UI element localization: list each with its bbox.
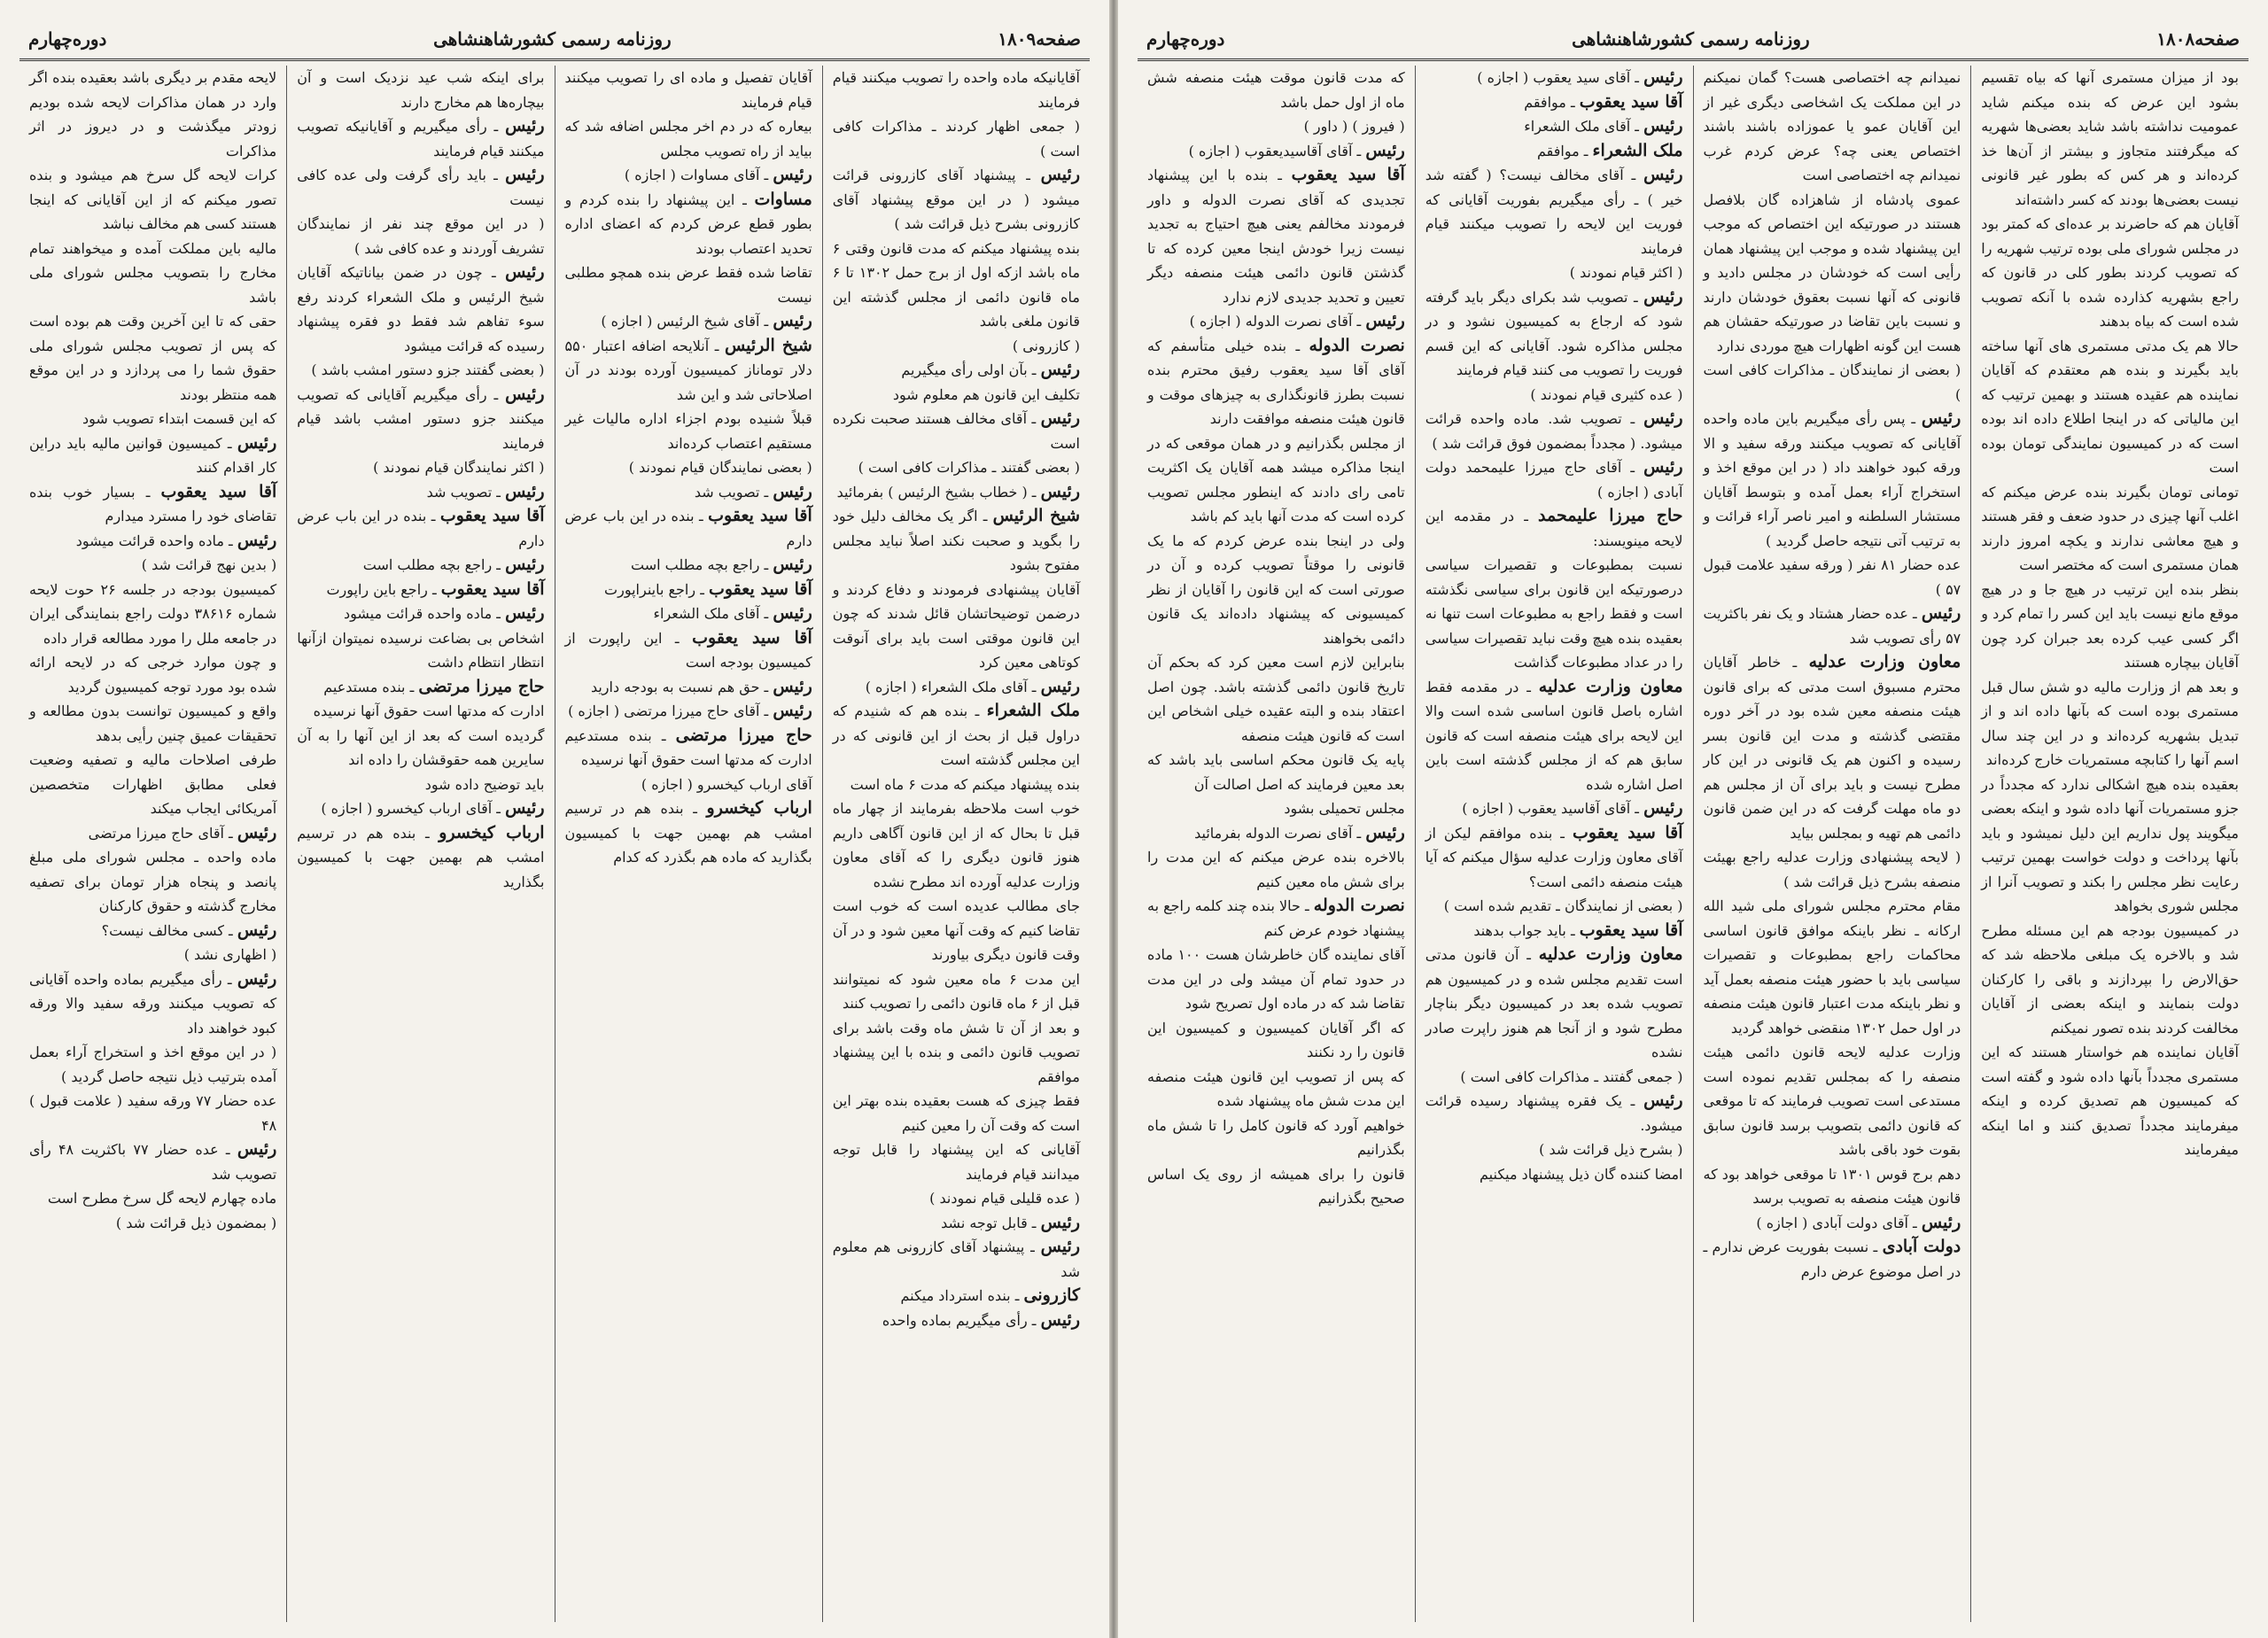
- speaker-name: رئیس: [1040, 481, 1080, 501]
- speaker-name: حاج میرزا مرتضی: [675, 725, 812, 745]
- speaker-name: شیخ الرئیس: [724, 335, 812, 355]
- paragraph: آقا سید یعقوب ـ بنده در این باب عرض دارم: [297, 506, 545, 549]
- speaker-name: رئیس: [1365, 311, 1405, 330]
- paragraph: ( بعضی از نمایندگان ـ مذاکرات کافی است ): [1703, 361, 1961, 403]
- page-header: [19, 19, 1090, 61]
- paragraph: رئیس ـ قابل توجه نشد: [941, 1212, 1080, 1232]
- paragraph: حاج میرزا مرتضی ـ بنده مستدعیم: [323, 676, 545, 696]
- paragraph: وزارت عدلیه لایحه قانون دائمی هیئت منصفه را که بمجلس تقدیم نموده است مستدعی است تصویب فرمایند که تا موقعی که قانون دائمی بتصویب برسد قانون سابق بقوت خود باقی باشد: [1703, 1044, 1961, 1158]
- paragraph: رئیس ـ کسی مخالف نیست؟: [101, 920, 277, 940]
- paragraph: عده حضار ۷۷ ورقه سفید ( علامت قبول ) ۴۸: [29, 1092, 277, 1134]
- paragraph: ملک الشعراء ـ بنده هم که شنیدم که دراول قبل از بحث از این قانونی که در این مجلس گذشته است: [832, 701, 1081, 768]
- paragraph: آقایان تفصیل و ماده ای را تصویب میکنند قیام فرمایند: [564, 69, 812, 111]
- paragraph: ( بدین نهج قرائت شد ): [141, 556, 277, 573]
- paragraph: آقای ارباب کیخسرو ( اجازه ): [641, 775, 812, 793]
- speaker-name: آقا سید یعقوب: [1291, 165, 1405, 184]
- paragraph: رئیس ـ آقای مخالف نیست؟ ( گفته شد خیر ) ـ رأی میگیریم بفوریت آقایانی که فوریت این لایحه را تصویب میکنند قیام فرمایند: [1425, 165, 1683, 257]
- paragraph: ( در این موقع چند نفر از نمایندگان تشریف آوردند و عده کافی شد ): [297, 215, 545, 257]
- paragraph: رئیس ـ راجع بچه مطلب است: [362, 555, 545, 574]
- paragraph: رئیس ـ آقای ملک الشعراء: [1524, 116, 1683, 136]
- speaker-name: نصرت الدوله: [1313, 896, 1405, 915]
- paragraph: کازرونی ـ بنده استرداد میکنم: [900, 1285, 1080, 1305]
- paragraph: ( کازرونی ): [1012, 337, 1080, 354]
- speaker-name: رئیس: [1921, 603, 1961, 623]
- paragraph: آقایانی که این پیشنهاد را قابل توجه میدانند قیام فرمایند: [832, 1141, 1080, 1183]
- paragraph: و بعد از آن تا شش ماه وقت باشد برای تصویب قانون دائمی و بنده با این پیشنهاد موافقم: [832, 1019, 1080, 1085]
- paragraph: عده حضار ۸۱ نفر ( ورقه سفید علامت قبول ۵۷ ): [1703, 556, 1961, 598]
- speaker-name: مساوات: [754, 189, 812, 209]
- speaker-name: معاون وزارت عدلیه: [1808, 652, 1961, 672]
- paragraph: رئیس ـ آقای مخالف هستند صحبت نکرده است: [832, 408, 1080, 452]
- paragraph: مقام محترم مجلس شورای ملی شید الله ارکانه ـ نظر باینکه موافق قانون اساسی محاکمات راجع بمطبوعات و تقصیرات سیاسی باید با حضور هیئت منصفه بعمل آید و نظر باینکه مدت اعتبار قانون هیئت منصفه در اول حمل ۱۳۰۲ منقضی خواهد گردید: [1703, 897, 1961, 1036]
- paragraph: ( فیروز ) ( داور ): [1303, 118, 1405, 135]
- paragraph: آقا سید یعقوب ـ راجع باین راپورت: [326, 578, 545, 599]
- paragraph: رئیس ـ تصویب شد: [694, 481, 812, 501]
- paragraph: رئیس ـ رأی میگیریم آقایانی که تصویب میکنند جزو دستور امشب باشد قیام فرمایند: [297, 384, 545, 452]
- paragraph: قانون را برای همیشه از روی یک اساس صحیح بگذرانیم: [1147, 1165, 1405, 1207]
- speaker-name: حاج میرزا علیمحمد: [1538, 506, 1683, 525]
- paragraph: ( بمضمون ذیل قرائت شد ): [115, 1214, 277, 1231]
- column-2: [555, 66, 822, 1622]
- paragraph: تقاضا شده فقط عرض بنده همچو مطلبی نیست: [564, 264, 812, 306]
- paragraph: خواهیم آورد که قانون کامل را تا شش ماه بگذرانیم: [1147, 1116, 1405, 1158]
- paragraph: رئیس ـ رأی میگیریم و آقایانیکه تصویب میکنند قیام فرمایند: [297, 116, 545, 159]
- speaker-name: آقا سید یعقوب: [1572, 822, 1683, 842]
- speaker-name: ملک الشعراء: [986, 701, 1081, 720]
- paragraph: ولی در اینجا بنده عرض کردم که ما یک قانونی را موقتاً تصویب کرده و آن در صورتی است که این قانون را آقایان از نظر کمیسیونی که پیشنهاد داده‌اند یک قانون دائمی بخواهند: [1147, 532, 1405, 647]
- paragraph: رئیس ـ عده حضار هشتاد و یک نفر باکثریت ۵۷ رأی تصویب شد: [1703, 603, 1961, 647]
- paragraph: که اگر آقایان کمیسیون و کمیسیون این قانون را رد نکنند: [1147, 1019, 1405, 1060]
- paragraph: بنظر بنده این ترتیب در هیچ جا و در هیچ موقع مانع نیست باید این کسر را تمام کرد و اگر کسی عیب کرده بعد جبران کرد چون آقایان بیچاره هستند: [1981, 580, 2239, 671]
- page-number: صفحه۱۸۰۹: [998, 28, 1081, 50]
- paragraph: ماده چهارم لایحه گل سرخ مطرح است: [47, 1190, 277, 1207]
- paragraph: از مجلس بگذرانیم و در همان موقعی که در اینجا مذاکره میشد همه آقایان یک اکثریت تامی رای دادند که اینطور مجلس تصویب کرده است که مدت آنها باید کم باشد: [1147, 434, 1405, 524]
- paragraph: حالا هم یک مدتی مستمری های آنها ساخته باید بگیرند و بنده هم معتقدم که آقایان نماینده هم عقیده هستند و بهمین ترتیب که این مالیاتی که در اینجا اطلاع داده اند بوده است که در کمیسیون نمایندگی تومان بوده است: [1981, 337, 2239, 476]
- paragraph: رئیس ـ حق هم نسبت به بودجه دارید: [590, 676, 812, 696]
- speaker-name: ارباب کیخسرو: [706, 798, 812, 818]
- paragraph: رئیس ـ تصویب شد. ماده واحده قرائت میشود. ( مجدداً بمضمون فوق قرائت شد ): [1425, 408, 1683, 452]
- paragraph: آقا سید یعقوب ـ موافقم: [1524, 91, 1683, 112]
- paragraph: ماده واحده ـ مجلس شورای ملی مبلغ پانصد و پنجاه هزار تومان برای تصفیه مخارج گذشته و حقوق کارکنان: [29, 849, 277, 914]
- speaker-name: معاون وزارت عدلیه: [1538, 944, 1683, 964]
- speaker-name: رئیس: [1040, 676, 1080, 696]
- speaker-name: رئیس: [505, 481, 545, 501]
- volume-label: دوره‌چهارم: [1146, 28, 1225, 50]
- paragraph: رئیس ـ پیشنهاد آقای کازرونی هم معلوم شد: [832, 1237, 1080, 1280]
- paragraph: رئیس ـ آقای ملک الشعراء ( اجازه ): [865, 676, 1080, 696]
- speaker-name: رئیس: [237, 432, 277, 453]
- paragraph: آقا سید یعقوب ـ راجع باینراپورت: [604, 578, 812, 599]
- paragraph: آقا سید یعقوب ـ باید جواب بدهند: [1473, 920, 1683, 940]
- paragraph: بعقیده بنده هیچ اشکالی ندارد که مجدداً در جزو مستمریات آنها داده شود و اینکه بعضی میگویند پول نداریم این دلیل نمیشود و باید بآنها پرداخت و دولت خواست بهمین ترتیب رعایت نظر مجلس را بکند و تصویب آنرا از مجلس شوری بخواهد: [1981, 775, 2239, 914]
- column-2: [1693, 66, 1971, 1622]
- paragraph: معاون وزارت عدلیه ـ در مقدمه فقط اشاره باصل قانون اساسی شده است والا این لایحه برای هیئت منصفه است که قانون سابق هم که از مجلس گذشته است باین اصل اشاره شده: [1425, 676, 1683, 793]
- paragraph: رئیس ـ آقای نصرت الدوله ( اجازه ): [1189, 311, 1405, 330]
- paragraph: تکلیف این قانون هم معلوم شود: [892, 385, 1080, 403]
- volume-label: دوره‌چهارم: [28, 28, 107, 50]
- paragraph: رئیس ـ رأی میگیریم بماده واحده: [882, 1309, 1080, 1330]
- speaker-name: معاون وزارت عدلیه: [1538, 676, 1683, 696]
- paragraph: اشخاص بی بضاعت نرسیده نمیتوان ازآنها انتظار انتظام داشت: [297, 629, 545, 671]
- speaker-name: رئیس: [1040, 1237, 1080, 1256]
- paragraph: رئیس ـ پیشنهاد آقای کازرونی قرائت میشود ( در این موقع پیشنهاد آقای کازرونی بشرح ذیل قرائت شد ): [832, 165, 1080, 232]
- speaker-name: آقا سید یعقوب: [692, 627, 812, 648]
- paragraph: آقا سید یعقوب ـ بنده در این باب عرض دارم: [564, 506, 812, 549]
- paragraph: گردیده است که بعد از این آنها را به آن سایرین همه حقوقشان را داده اند: [297, 726, 545, 768]
- paragraph: رئیس ـ ماده واحده قرائت میشود: [344, 603, 545, 623]
- paragraph: رئیس ـ تصویب شد: [426, 481, 545, 501]
- speaker-name: رئیس: [1040, 1212, 1080, 1232]
- paragraph: رئیس ـ رأی میگیریم بماده واحده آقایانی که تصویب میکنند ورقه سفید والا ورقه کبود خواهند داد: [29, 968, 277, 1036]
- paragraph: رئیس ـ یک فقره پیشنهاد رسیده قرائت میشود.: [1425, 1091, 1683, 1134]
- speaker-name: ارباب کیخسرو: [439, 822, 545, 842]
- speaker-name: رئیس: [1921, 1212, 1961, 1232]
- paragraph: ( عده قلیلی قیام نمودند ): [929, 1190, 1080, 1207]
- paragraph: این مدت ۶ ماه معین شود که نمیتوانند قبل از ۶ ماه قانون دائمی را تصویب کنند: [832, 970, 1081, 1012]
- speaker-name: آقا سید یعقوب: [440, 578, 545, 599]
- column-1: [1970, 66, 2249, 1622]
- paragraph: رئیس ـ تصویب شد بکرای دیگر باید گرفته شود که ارجاع به کمیسیون نشود و در مجلس مذاکره شود. آقایانی که این قسم فوریت را تصویب می کنند قیام فرمایند: [1425, 286, 1683, 378]
- speaker-name: رئیس: [1365, 140, 1405, 160]
- speaker-name: رئیس: [505, 798, 545, 818]
- paragraph: رئیس ـ آقای نصرت الدوله بفرمائید: [1194, 822, 1405, 842]
- speaker-name: رئیس: [1921, 408, 1961, 428]
- speaker-name: رئیس: [237, 530, 277, 550]
- paragraph: ( لایحه پیشنهادی وزارت عدلیه راجع بهیئت منصفه بشرح ذیل قرائت شد ): [1703, 849, 1961, 890]
- paragraph: ارباب کیخسرو ـ بنده هم در ترسیم امشب هم بهمین جهت با کمیسیون بگذارید: [297, 822, 545, 890]
- paragraph: دولت آبادی ـ نسبت بفوریت عرض ندارم ـ در اصل موضوع عرض دارم: [1703, 1237, 1961, 1280]
- paragraph: ( بعضی از نمایندگان ـ تقدیم شده است ): [1443, 897, 1683, 914]
- paragraph: حاج میرزا علیمحمد ـ در مقدمه این لایحه مینویسند:: [1425, 506, 1683, 549]
- paragraph: خوب است ملاحظه بفرمایند از چهار ماه قبل تا بحال که از این قانون آگاهی داریم هنوز قانون دیگری را که آقای معاون وزارت عدلیه آورده اند مطرح نشده: [832, 800, 1080, 890]
- paragraph: رئیس ـ آقای حاج میرزا علیمحمد دولت آبادی ( اجازه ): [1425, 457, 1683, 501]
- speaker-name: رئیس: [505, 165, 545, 184]
- paragraph: بالاخره بنده عرض میکنم که این مدت را برای شش ماه معین کنیم: [1147, 849, 1405, 890]
- columns: [19, 66, 1090, 1622]
- spine-gutter: [1109, 0, 1118, 1638]
- paragraph: نمیدانم چه اختصاصی هست؟ گمان نمیکنم در این مملکت یک اشخاصی دیگری غیر از این آقایان عمو یا عموزاده باشند باشند اختصاص یعنی چه؟ عرض کردم غرب نمیدانم چه اختصاصی است: [1703, 69, 1961, 183]
- speaker-name: رئیس: [773, 481, 812, 501]
- paragraph: رئیس ـ ماده واحده قرائت میشود: [75, 530, 277, 550]
- paragraph: دهم برج قوس ۱۳۰۱ تا موقعی خواهد بود که قانون هیئت منصفه به تصویب برسد: [1703, 1165, 1961, 1207]
- speaker-name: حاج میرزا مرتضی: [418, 676, 545, 696]
- speaker-name: رئیس: [773, 311, 812, 330]
- speaker-name: رئیس: [1643, 165, 1683, 184]
- paragraph: ( اظهاری نشد ): [183, 946, 277, 963]
- paragraph: ( در این موقع اخذ و استخراج آراء بعمل آمده بترتیب ذیل نتیجه حاصل گردید ): [29, 1044, 277, 1085]
- speaker-name: رئیس: [1643, 286, 1683, 307]
- paragraph: واقع و کمیسیون توانست بدون مطالعه و تحقیقات عمیق چنین رأیی بدهد: [29, 703, 277, 744]
- speaker-name: آقا سید یعقوب: [708, 578, 812, 599]
- speaker-name: آقا سید یعقوب: [439, 506, 545, 525]
- paragraph: شیخ الرئیس ـ آنلایحه اضافه اعتبار ۵۵۰ دلار توماناز کمیسیون آورده بودند در آن اصلاحاتی شد و این شد: [564, 335, 812, 403]
- paragraph: که این قسمت ابتداء تصویب شود: [82, 410, 277, 427]
- speaker-name: آقا سید یعقوب: [160, 481, 277, 501]
- speaker-name: رئیس: [237, 1139, 277, 1159]
- newspaper-title: روزنامه رسمی کشورشاهنشاهی: [433, 28, 672, 50]
- paragraph: شیخ الرئیس ـ اگر یک مخالف دلیل خود را بگوید و صحبت نکند اصلاً نباید مجلس مفتوح بشود: [832, 506, 1080, 573]
- paragraph: مساوات ـ این پیشنهاد را بنده کردم و بطور قطع عرض کردم که اعضای اداره تحدید اعتصاب بودند: [564, 189, 812, 257]
- paragraph: حاج میرزا مرتضی ـ بنده مستدعیم ادارت که مدتها است حقوق آنها نرسیده: [564, 725, 812, 768]
- speaker-name: رئیس: [237, 822, 277, 842]
- paragraph: تومانی تومان بگیرند بنده عرض میکنم که اغلب آنها چیزی در حدود ضعف و فقر هستند و هیچ معاشی ندارند و یکچه امروز دارند همان مستمری است که مختصر است: [1981, 483, 2239, 573]
- paragraph: آقایانیکه ماده واحده را تصویب میکنند قیام فرمایند: [832, 69, 1080, 111]
- paragraph: رئیس ـ آقای حاج میرزا مرتضی ( اجازه ): [568, 701, 812, 720]
- paragraph: آقا سید یعقوب ـ بسیار خوب بنده تقاضای خود را مسترد میدارم: [29, 481, 277, 524]
- paragraph: عموی پادشاه از شاهزاده گان بلافصل هستند در صورتیکه این اختصاص که موجب این پیشنهاد شده و موجب این پیشنهاد همان رأیی است که خودشان در مجلس دادید و قانونی که آنها نسبت بعقوق خودشان دارند و نسبت باین تقاضا در صورتیکه حقشان هم هست این گونه اظهارات هیچ موردی ندارد: [1703, 190, 1961, 354]
- paragraph: رئیس ـ آقای حاج میرزا مرتضی: [88, 822, 277, 842]
- speaker-name: رئیس: [1643, 798, 1683, 818]
- paragraph: ( بشرح ذیل قرائت شد ): [1539, 1141, 1683, 1158]
- paragraph: کرات لایحه گل سرخ هم میشود و بنده تصور میکنم که از این آقایانی که اینجا هستند کسی هم مخالف نباشد: [29, 167, 277, 232]
- speaker-name: آقا سید یعقوب: [708, 506, 812, 525]
- paragraph: و بعد هم از وزارت مالیه دو شش سال قبل مستمری بوده است که بآنها داده اند و از تبدیل بشهریه کرده‌اند و در این چند سال اسم آنها را کتابچه مستمریات خارج کرده‌اند: [1981, 678, 2239, 768]
- paragraph: برای اینکه شب عید نزدیک است و آن بیچاره‌ها هم مخارج دارند: [297, 69, 545, 111]
- speaker-name: ملک الشعراء: [1592, 140, 1683, 160]
- paragraph: باید توضیح داده شود: [424, 775, 545, 793]
- right-page: [1118, 0, 2268, 1638]
- speaker-name: رئیس: [1643, 67, 1683, 87]
- speaker-name: رئیس: [1643, 457, 1683, 477]
- speaker-name: رئیس: [1040, 165, 1080, 184]
- paragraph: بنده پیشنهاد میکنم که مدت قانون وقتی ۶ ماه باشد ازکه اول از برج حمل ۱۳۰۲ تا ۶ ماه قانون دائمی از مجلس گذشته این قانون ملغی باشد: [832, 239, 1081, 330]
- paragraph: قبلاً شنیده بودم اجزاء اداره مالیات غیر مستقیم اعتصاب کرده‌اند: [564, 410, 812, 452]
- paragraph: رئیس ـ آقای شیخ الرئیس ( اجازه ): [601, 311, 812, 330]
- speaker-name: نصرت الدوله: [1309, 335, 1405, 355]
- paragraph: جای مطالب عدیده است که خوب است تقاضا کنیم که وقت آنها معین شود و در آن وقت قانون دیگری بیاورند: [832, 897, 1080, 963]
- column-3: [286, 66, 554, 1622]
- column-3: [1415, 66, 1693, 1622]
- speaker-name: رئیس: [1040, 360, 1080, 379]
- paragraph: بنده پیشنهاد میکنم که مدت ۶ ماه است: [850, 775, 1080, 793]
- left-page: [0, 0, 1109, 1638]
- paragraph: ارباب کیخسرو ـ بنده هم در ترسیم امشب هم بهمین جهت با کمیسیون بگذارید که ماده هم بگذرد که کدام: [564, 798, 812, 866]
- paragraph: که مدت قانون موقت هیئت منصفه شش ماه از اول حمل باشد: [1147, 69, 1405, 111]
- paragraph: ملک الشعراء ـ موافقم: [1537, 140, 1683, 160]
- page-number: صفحه۱۸۰۸: [2156, 28, 2240, 50]
- page-header: [1138, 19, 2249, 61]
- paragraph: ادارت که مدتها است حقوق آنها نرسیده: [313, 703, 545, 719]
- speaker-name: رئیس: [505, 555, 545, 574]
- column-4: [1138, 66, 1415, 1622]
- columns: [1138, 66, 2249, 1622]
- paragraph: رئیس ـ راجع بچه مطلب است: [631, 555, 812, 574]
- paragraph: که پس از تصویب این قانون هیئت منصفه این مدت شش ماه پیشنهاد شده: [1147, 1067, 1405, 1109]
- speaker-name: رئیس: [773, 603, 812, 623]
- column-4: [19, 66, 286, 1622]
- paragraph: حقی که تا این آخرین وقت هم بوده‌ است که پس از تصویب مجلس شورای ملی حقوق شما را می پردازد و در این موقع همه منتظر بودند: [29, 313, 277, 403]
- speaker-name: دولت آبادی: [1882, 1237, 1961, 1256]
- paragraph: رئیس ـ آقای آقاسیدیعقوب ( اجازه ): [1188, 140, 1405, 160]
- paragraph: مالیه باین مملکت آمده و میخواهند تمام مخارج را بتصویب مجلس شورای ملی باشد: [29, 239, 277, 306]
- speaker-name: رئیس: [1040, 1309, 1080, 1330]
- paragraph: رئیس ـ عده حضار ۷۷ باکثریت ۴۸ رأی تصویب شد: [29, 1139, 277, 1183]
- paragraph: و چون موارد خرجی که در لایحه ارائه شده بود مورد توجه کمیسیون گردید: [29, 654, 277, 695]
- paragraph: نصرت الدوله ـ بنده خیلی متأسفم که آقای آقا سید یعقوب رفیق محترم بنده نسبت بطرز قانونگذاری به چیزهای موقت و قانون هیئت منصفه موافقت دارند: [1147, 335, 1405, 427]
- paragraph: ( عده کثیری قیام نمودند ): [1530, 385, 1683, 403]
- paragraph: کمیسیون بودجه در جلسه ۲۶ حوت لایحه شماره ۳۸۶۱۶ دولت راجع بنمایندگی ایران در جامعه ملل را مورد مطالعه قرار داده: [29, 580, 277, 647]
- speaker-name: رئیس: [505, 384, 545, 404]
- paragraph: رئیس ـ کمیسیون قوانین مالیه باید دراین کار اقدام کنند: [29, 432, 277, 476]
- paragraph: ( بعضی نمایندگان قیام نمودند ): [628, 459, 812, 476]
- paragraph: ( بعضی گفتند ـ مذاکرات کافی است ): [858, 459, 1080, 476]
- speaker-name: رئیس: [1643, 1091, 1683, 1110]
- paragraph: رئیس ـ آقای آقاسید یعقوب ( اجازه ): [1462, 798, 1683, 818]
- column-1: [822, 66, 1090, 1622]
- speaker-name: رئیس: [1040, 408, 1080, 428]
- paragraph: لایحه مقدم بر دیگری باشد بعقیده بنده اگر وارد در همان مذاکرات لایحه شده بودیم زودتر میگذشت و در دیروز در اثر مذاکرات: [29, 69, 277, 159]
- speaker-name: آقا سید یعقوب: [1579, 920, 1683, 940]
- speaker-name: رئیس: [505, 116, 545, 136]
- paragraph: ( بعضی گفتند جزو دستور امشب باشد ): [311, 361, 545, 378]
- speaker-name: شیخ الرئیس: [992, 506, 1080, 525]
- paragraph: رئیس ـ بآن اولی رأی میگیریم: [901, 360, 1080, 379]
- paragraph: آقا سید یعقوب ـ بنده با این پیشنهاد تجدیدی که آقای نصرت الدوله و داور فرمودند مخالفم یعنی هیچ احتیاج به تجدید نیست زیرا خودش اینجا معین کرده که تا گذشتن قانون دائمی هیئت منصفه دیگر تعیین و تحدید جدیدی لازم ندارد: [1147, 165, 1405, 306]
- paragraph: رئیس ـ آقای ملک الشعراء: [653, 603, 812, 623]
- paragraph: مجلس تحمیلی بشود: [1284, 800, 1405, 817]
- paragraph: ( جمعی اظهار کردند ـ مذاکرات کافی است ): [832, 118, 1080, 159]
- speaker-name: رئیس: [237, 920, 277, 940]
- paragraph: ( جمعی گفتند ـ مذاکرات کافی است ): [1460, 1067, 1683, 1085]
- speaker-name: رئیس: [1643, 408, 1683, 428]
- speaker-name: رئیس: [1643, 116, 1683, 136]
- speaker-name: کازرونی: [1023, 1285, 1080, 1305]
- paragraph: نسبت بمطبوعات و تقصیرات سیاسی درصورتیکه این قانون برای سیاسی نگذشته است و فقط راجع به مطبوعات است تنها نه بعقیده بنده هیچ وقت نباید تقصیرات سیاسی را در عداد مطبوعات گذاشت: [1425, 556, 1683, 671]
- paragraph: رئیس ـ باید رأی گرفت ولی عده کافی نیست: [297, 165, 545, 208]
- speaker-name: رئیس: [505, 262, 545, 282]
- paragraph: رئیس ـ پس رأی میگیریم باین ماده واحده آقایانی که تصویب میکنند ورقه سفید و الا ورقه کبود خواهند داد ( در این موقع اخذ و استخراج آراء بعمل آمده و بتوسط آقایان مستشار السلطنه و امیر ناصر آراء قرائت و به ترتیب آتی نتیجه حاصل گردید ): [1703, 408, 1961, 549]
- paragraph: بود از میزان مستمری آنها که بیاه تقسیم بشود این عرض که بنده میکنم شاید عمومیت نداشته باشد شاید بعضی‌ها شهریه که میگرفتند متجاوز و بیشتر از آن‌ها خذ کرده‌اند و هر کس که بطور غیر قانونی نیست بعضی‌ها بودند که کسر داشته‌اند: [1981, 69, 2239, 208]
- paragraph: آقایان نماینده هم خواستار هستند که این مستمری مجدداً بآنها داده شود و گفته است که کمیسیون هم تصدیق کرده و اینکه میفرمایند مجدداً تصدیق کنند و اما اینکه میفرمایند: [1981, 1044, 2239, 1158]
- paragraph: رئیس ـ ( خطاب بشیخ الرئیس ) بفرمائید: [836, 481, 1080, 501]
- speaker-name: رئیس: [237, 968, 277, 989]
- speaker-name: رئیس: [773, 165, 812, 184]
- speaker-name: رئیس: [773, 701, 812, 720]
- newspaper-title: روزنامه رسمی کشورشاهنشاهی: [1572, 28, 1810, 50]
- speaker-name: رئیس: [1365, 822, 1405, 842]
- paragraph: آقایان پیشنهادی فرمودند و دفاع کردند و درضمن توضیحاتشان قائل شدند که چون این قانون موقتی است باید برای آنوقت کوتاهی معین کرد: [832, 580, 1080, 671]
- paragraph: پایه یک قانون محکم اساسی باید باشد که بعد معین فرمایند که اصل اصالت آن: [1147, 751, 1405, 793]
- paragraph: فقط چیزی که هست بعقیده بنده بهتر این است که وقت آن را معین کنیم: [832, 1092, 1080, 1134]
- paragraph: طرفی اصلاحات مالیه و تصفیه وضعیت فعلی مطابق اظهارات متخصصین آمریکائی ایجاب میکند: [29, 751, 277, 817]
- paragraph: بیعاره که در دم اخر مجلس اضافه شد که بیاید از راه تصویب مجلس: [564, 118, 812, 159]
- speaker-name: رئیس: [773, 676, 812, 696]
- paragraph: رئیس ـ آقای مساوات ( اجازه ): [624, 165, 812, 184]
- paragraph: نصرت الدوله ـ حالا بنده چند کلمه راجع به پیشنهاد خودم عرض کنم: [1147, 896, 1405, 939]
- paragraph: بنابراین لازم است معین کرد که بحکم آن تاریخ قانون دائمی گذشته باشد. چون اصل اعتقاد بنده و البته عقیده خیلی اشخاص این است که قانون هیئت منصفه: [1147, 654, 1405, 744]
- paragraph: معاون وزارت عدلیه ـ آن قانون مدتی است تقدیم مجلس شده و در کمیسیون هم تصویب شده بعد در کمیسیون دیگر بناچار مطرح شود و از آنجا هم هنوز راپرت صادر نشده: [1425, 944, 1683, 1060]
- speaker-name: رئیس: [505, 603, 545, 623]
- paragraph: ( اکثر قیام نمودند ): [1569, 264, 1683, 281]
- paragraph: رئیس ـ آقای سید یعقوب ( اجازه ): [1477, 67, 1683, 87]
- paragraph: آقای نماینده گان خاطرشان هست ۱۰۰ ماده در حدود تمام آن میشد ولی در این مدت تقاضا شد که در ماده اول تصریح شود: [1147, 946, 1405, 1012]
- paragraph: امضا کننده گان ذیل پیشنهاد میکنیم: [1480, 1165, 1683, 1183]
- paragraph: رئیس ـ آقای ارباب کیخسرو ( اجازه ): [321, 798, 545, 818]
- speaker-name: آقا سید یعقوب: [1579, 91, 1683, 112]
- paragraph: ( اکثر نمایندگان قیام نمودند ): [373, 459, 545, 476]
- speaker-name: رئیس: [773, 555, 812, 574]
- paragraph: در کمیسیون بودجه هم این مسئله مطرح شد و بالاخره یک مبلغی ملاحظه شد که حق‌الارض را بپردازند و باقی را کارکنان دولت بنمایند و اینکه بعضی از آقایان مخالفت کردند بنده تصور نمیکنم: [1981, 921, 2239, 1036]
- paragraph: آقا سید یعقوب ـ این راپورت از کمیسیون بودجه است: [564, 627, 812, 671]
- paragraph: رئیس ـ آقای دولت آبادی ( اجازه ): [1756, 1212, 1961, 1232]
- paragraph: رئیس ـ چون در ضمن بیاناتیکه آقایان شیخ الرئیس و ملک الشعراء کردند رفع سوء تفاهم شد فقط دو فقره پیشنهاد رسیده که قرائت میشود: [297, 262, 545, 354]
- paragraph: آقا سید یعقوب ـ بنده موافقم لیکن از آقای معاون وزارت عدلیه سؤال میکنم که آیا هیئت منصفه دائمی است؟: [1425, 822, 1683, 890]
- paragraph: معاون وزارت عدلیه ـ خاطر آقایان محترم مسبوق است مدتی که برای قانون هیئت منصفه معین شده بود در آخر دوره مقتضی گذشته و مدت این قانون بسر رسیده و اکنون هم یک قانونی در این کار مطرح نیست و باید برای آن از مجلس هم دو ماه مهلت گرفت که در این ضمن قانون دائمی هم تهیه و بمجلس بیاید: [1703, 652, 1961, 842]
- paragraph: آقایان هم که حاضرند بر عده‌ای که کمتر بود در مجلس شورای ملی بوده ترتیب شهریه را که تصویب کردند بطور کلی در قانون که راجع بشهریه کذارده شده با آنکه تصویب شده است که بیاه بدهند: [1981, 215, 2239, 330]
